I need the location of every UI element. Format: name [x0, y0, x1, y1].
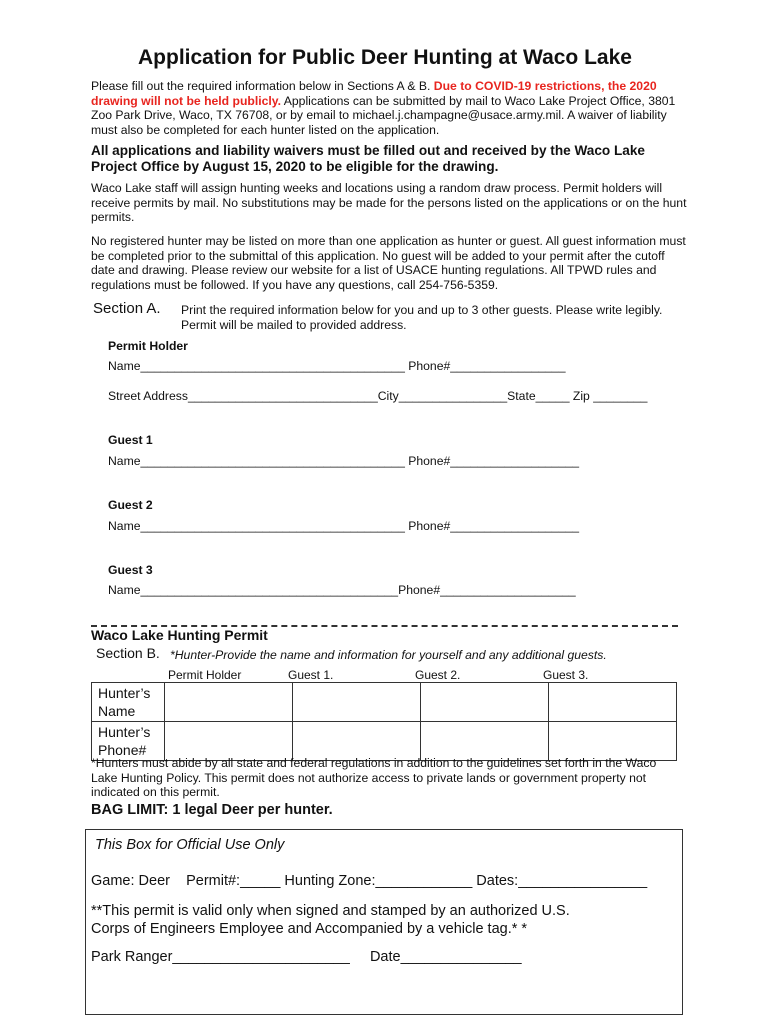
hunter-table: [91, 682, 677, 761]
table-row: [92, 683, 677, 722]
intro-rest: Applications can be submitted by mail to Waco Lake Project Office, 3801 Zoo Park Drive, Waco, TX 76708, or by email to michael.j.champagne@usace.army.mil. A waiver of liability must also be completed for each hunter listed on the application.: [91, 93, 676, 137]
permit-holder-phone-cell[interactable]: [165, 722, 293, 761]
covid-notice: Due to COVID-19 restrictions, the 2020 drawing will not be held publicly.: [91, 79, 657, 108]
rules-paragraph: No registered hunter may be listed on more than one application as hunter or guest. All guest information must be completed prior to the submittal of this application. No guest will be added to your permit after the cutoff date and drawing. Please review our website for a list of USACE hunting regulations. All TPWD rules and regulations must be followed. If you have any questions, call 254-756-5359.: [91, 234, 686, 292]
permit-holder-name-field[interactable]: Name_______________________________________ Phone#_________________: [108, 359, 566, 373]
guest-2-heading: Guest 2: [108, 498, 153, 512]
section-a-instructions: Print the required information below for you and up to 3 other guests. Please write legibly. Permit will be mailed to provided address.: [181, 303, 663, 332]
guest-1-name-field[interactable]: Name_______________________________________ Phone#___________________: [108, 454, 580, 468]
permit-title: Waco Lake Hunting Permit: [91, 627, 268, 643]
intro-paragraph: [91, 79, 691, 137]
guest-1-name-cell[interactable]: [293, 683, 421, 722]
table-row: [92, 722, 677, 761]
permit-holder-heading: Permit Holder: [108, 339, 188, 353]
regulations-note: *Hunters must abide by all state and federal regulations in addition to the guidelines set forth in the Waco Lake Hunting Policy. This permit does not authorize access to private lands or government property not indicated on this permit.: [91, 756, 657, 799]
guest-2-name-cell[interactable]: [421, 683, 549, 722]
permit-holder-address-field[interactable]: Street Address____________________________City________________State_____ Zip ________: [108, 389, 648, 403]
intro-lead: Please fill out the required information below in Sections A & B.: [91, 79, 434, 93]
official-validity-note: **This permit is valid only when signed and stamped by an authorized U.S. Corps of Engineers Employee and Accompanied by a vehicle tag.* *: [91, 903, 570, 937]
section-a-label: Section A.: [93, 300, 161, 317]
permit-holder-name-cell[interactable]: [165, 683, 293, 722]
guest-3-name-field[interactable]: Name______________________________________Phone#____________________: [108, 583, 576, 597]
guest-3-phone-cell[interactable]: [549, 722, 677, 761]
row-label-phone: Hunter’s Phone#: [92, 722, 165, 761]
guest-1-heading: Guest 1: [108, 433, 153, 447]
official-use-box: [85, 829, 683, 1015]
official-ranger-line: Park Ranger______________________ Date_______________: [91, 949, 522, 965]
section-b-instructions: *Hunter-Provide the name and information for yourself and any additional guests.: [170, 648, 607, 662]
cut-line-divider: [91, 615, 678, 627]
official-game-line: Game: Deer Permit#:_____ Hunting Zone:____________ Dates:________________: [91, 873, 648, 889]
guest-3-heading: Guest 3: [108, 563, 153, 577]
column-guest-2: Guest 2.: [415, 668, 461, 682]
draw-paragraph: Waco Lake staff will assign hunting weeks and locations using a random draw process. Permit holders will receive permits by mail. No substitutions may be made for the persons listed on the applications or on the hunt permits.: [91, 181, 687, 225]
guest-3-name-cell[interactable]: [549, 683, 677, 722]
official-heading: This Box for Official Use Only: [95, 837, 285, 853]
page-title: Application for Public Deer Hunting at Waco Lake: [138, 46, 632, 69]
column-guest-1: Guest 1.: [288, 668, 334, 682]
guest-2-name-field[interactable]: Name_______________________________________ Phone#___________________: [108, 519, 580, 533]
bag-limit: BAG LIMIT: 1 legal Deer per hunter.: [91, 802, 333, 818]
row-label-name: Hunter’s Name: [92, 683, 165, 722]
column-guest-3: Guest 3.: [543, 668, 589, 682]
deadline-notice: All applications and liability waivers must be filled out and received by the Waco Lake Project Office by August 15, 2020 to be eligible for the drawing.: [91, 143, 645, 174]
column-permit-holder: Permit Holder: [168, 668, 242, 682]
guest-2-phone-cell[interactable]: [421, 722, 549, 761]
guest-1-phone-cell[interactable]: [293, 722, 421, 761]
section-b-label: Section B.: [96, 645, 160, 661]
